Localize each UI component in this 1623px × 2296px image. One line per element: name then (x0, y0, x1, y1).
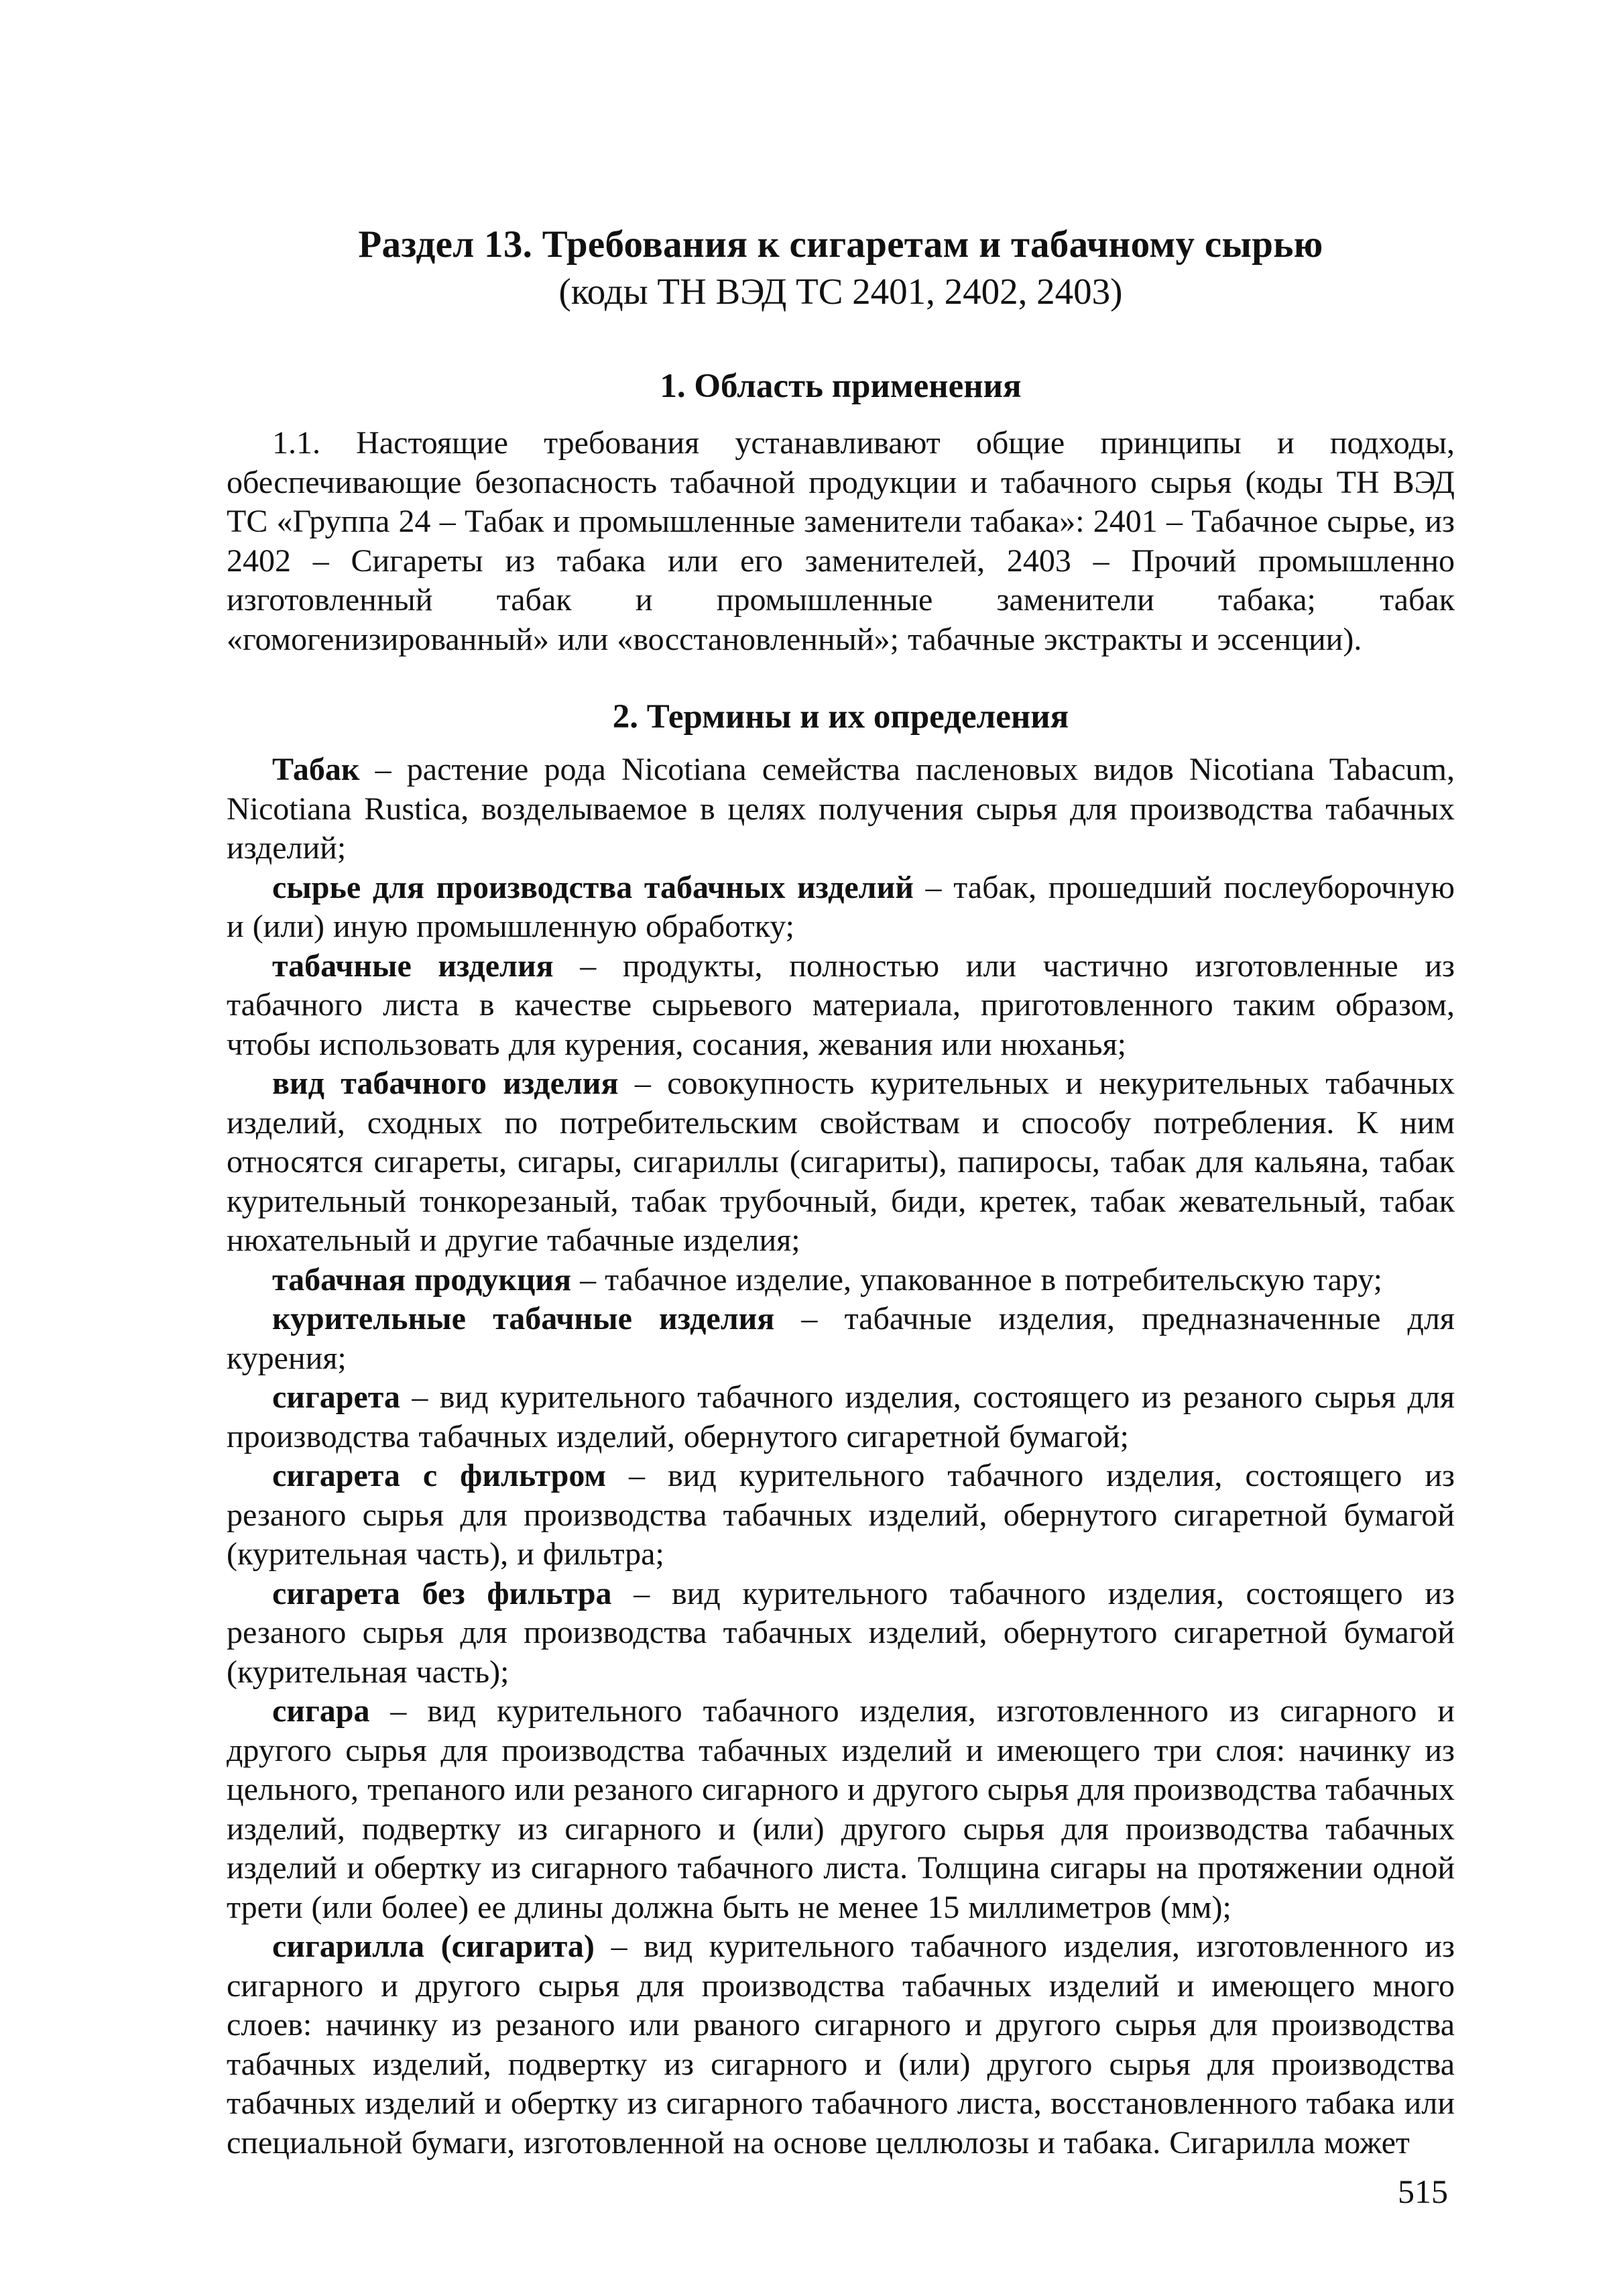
page-number: 515 (1398, 2173, 1448, 2210)
definition-term: вид табачного изделия (272, 1066, 619, 1101)
definition-term: сигарета без фильтра (272, 1575, 612, 1611)
section-title: Раздел 13. Требования к сигаретам и табачному сырью (358, 223, 1323, 266)
definition-text: – вид курительного табачного изделия, изготовленного из сигарного и другого сырья для производства табачных изделий и имеющего много слоев: начинку из резаного или рваного сигарного и другого сырья для производства табачных изделий, подвертку из сигарного и (или) другого сырья для производства табачных изделий и обертку из сигарного табачного листа, восстановленного табака или специальной бумаги, изготовленной на основе целлюлозы и табака. Сигарилла может (227, 1929, 1455, 2161)
heading-terms: 2. Термины и их определения (612, 698, 1069, 736)
definition-item (227, 1456, 1455, 1574)
definitions-list (227, 750, 1455, 2163)
definition-term: курительные табачные изделия (272, 1301, 775, 1336)
definition-item (227, 1574, 1455, 1692)
definition-text: – вид курительного табачного изделия, состоящего из резаного сырья для производства табачных изделий, обернутого сигаретной бумагой (курительная часть), и фильтра; (227, 1458, 1455, 1572)
definition-item (227, 1378, 1455, 1456)
definition-item (227, 1064, 1455, 1261)
definition-text: – табак, прошедший послеуборочную и (или) иную промышленную обработку; (227, 869, 1455, 944)
definition-term: сигарета (272, 1379, 400, 1415)
document-page (227, 221, 1455, 2163)
definition-item (227, 1927, 1455, 2163)
definition-text: – табачные изделия, предназначенные для курения; (227, 1301, 1455, 1376)
definition-term: сигарилла (сигарита) (272, 1929, 595, 1964)
scope-paragraph: 1.1. Настоящие требования устанавливают общие принципы и подходы, обеспечивающие безопасность табачной продукции и табачного сырья (коды ТН ВЭД ТС «Группа 24 – Табак и промышленные заменители табака»: 2401 – Табачное сырье, из 2402 – Сигареты из табака или его заменителей, 2403 – Прочий промышленно изготовленный табак и промышленные заменители табака; табак «гомогенизированный» или «восстановленный»; табачные экстракты и эссенции). (227, 425, 1455, 657)
definition-text: – продукты, полностью или частично изготовленные из табачного листа в качестве сырьевого материала, приготовленного таким образом, чтобы использовать для курения, сосания, жевания или нюханья; (227, 948, 1455, 1062)
definition-text: – табачное изделие, упакованное в потребительскую тару; (571, 1261, 1383, 1298)
section-subtitle: (коды ТН ВЭД ТС 2401, 2402, 2403) (558, 271, 1123, 312)
definition-term: сигарета с фильтром (272, 1458, 607, 1493)
definition-term: сигара (272, 1693, 370, 1729)
definition-term: табачная продукция (272, 1261, 572, 1298)
definition-term: табачные изделия (272, 948, 554, 984)
definition-item (227, 868, 1455, 947)
definition-item (227, 1261, 1455, 1300)
definition-text: – растение рода Nicotiana семейства пасленовых видов Nicotiana Tabacum, Nicotiana Rustica, возделываемое в целях получения сырья для производства табачных изделий; (227, 752, 1455, 866)
definition-item (227, 947, 1455, 1065)
definition-text: – совокупность курительных и некурительных табачных изделий, сходных по потребительским свойствам и способу потребления. К ним относятся сигареты, сигары, сигариллы (сигариты), папиросы, табак для кальяна, табак курительный тонкорезаный, табак трубочный, биди, кретек, табак жевательный, табак нюхательный и другие табачные изделия; (227, 1066, 1455, 1258)
definition-text: – вид курительного табачного изделия, состоящего из резаного сырья для производства табачных изделий, обернутого сигаретной бумагой (курительная часть); (227, 1575, 1455, 1690)
definition-text: – вид курительного табачного изделия, состоящего из резаного сырья для производства табачных изделий, обернутого сигаретной бумагой; (227, 1379, 1455, 1454)
definition-term: Табак (272, 752, 360, 787)
definition-item (227, 750, 1455, 868)
definition-term: сырье для производства табачных изделий (272, 869, 914, 905)
definition-item (227, 1300, 1455, 1378)
heading-scope: 1. Область применения (660, 367, 1022, 405)
definition-text: – вид курительного табачного изделия, изготовленного из сигарного и другого сырья для производства табачных изделий и имеющего три слоя: начинку из цельного, трепаного или резаного сигарного и другого сырья для производства табачных изделий, подвертку из сигарного и (или) другого сырья для производства табачных изделий и обертку из сигарного табачного листа. Толщина сигары на протяжении одной трети (или более) ее длины должна быть не менее 15 миллиметров (мм); (227, 1693, 1455, 1925)
definition-item (227, 1692, 1455, 1927)
